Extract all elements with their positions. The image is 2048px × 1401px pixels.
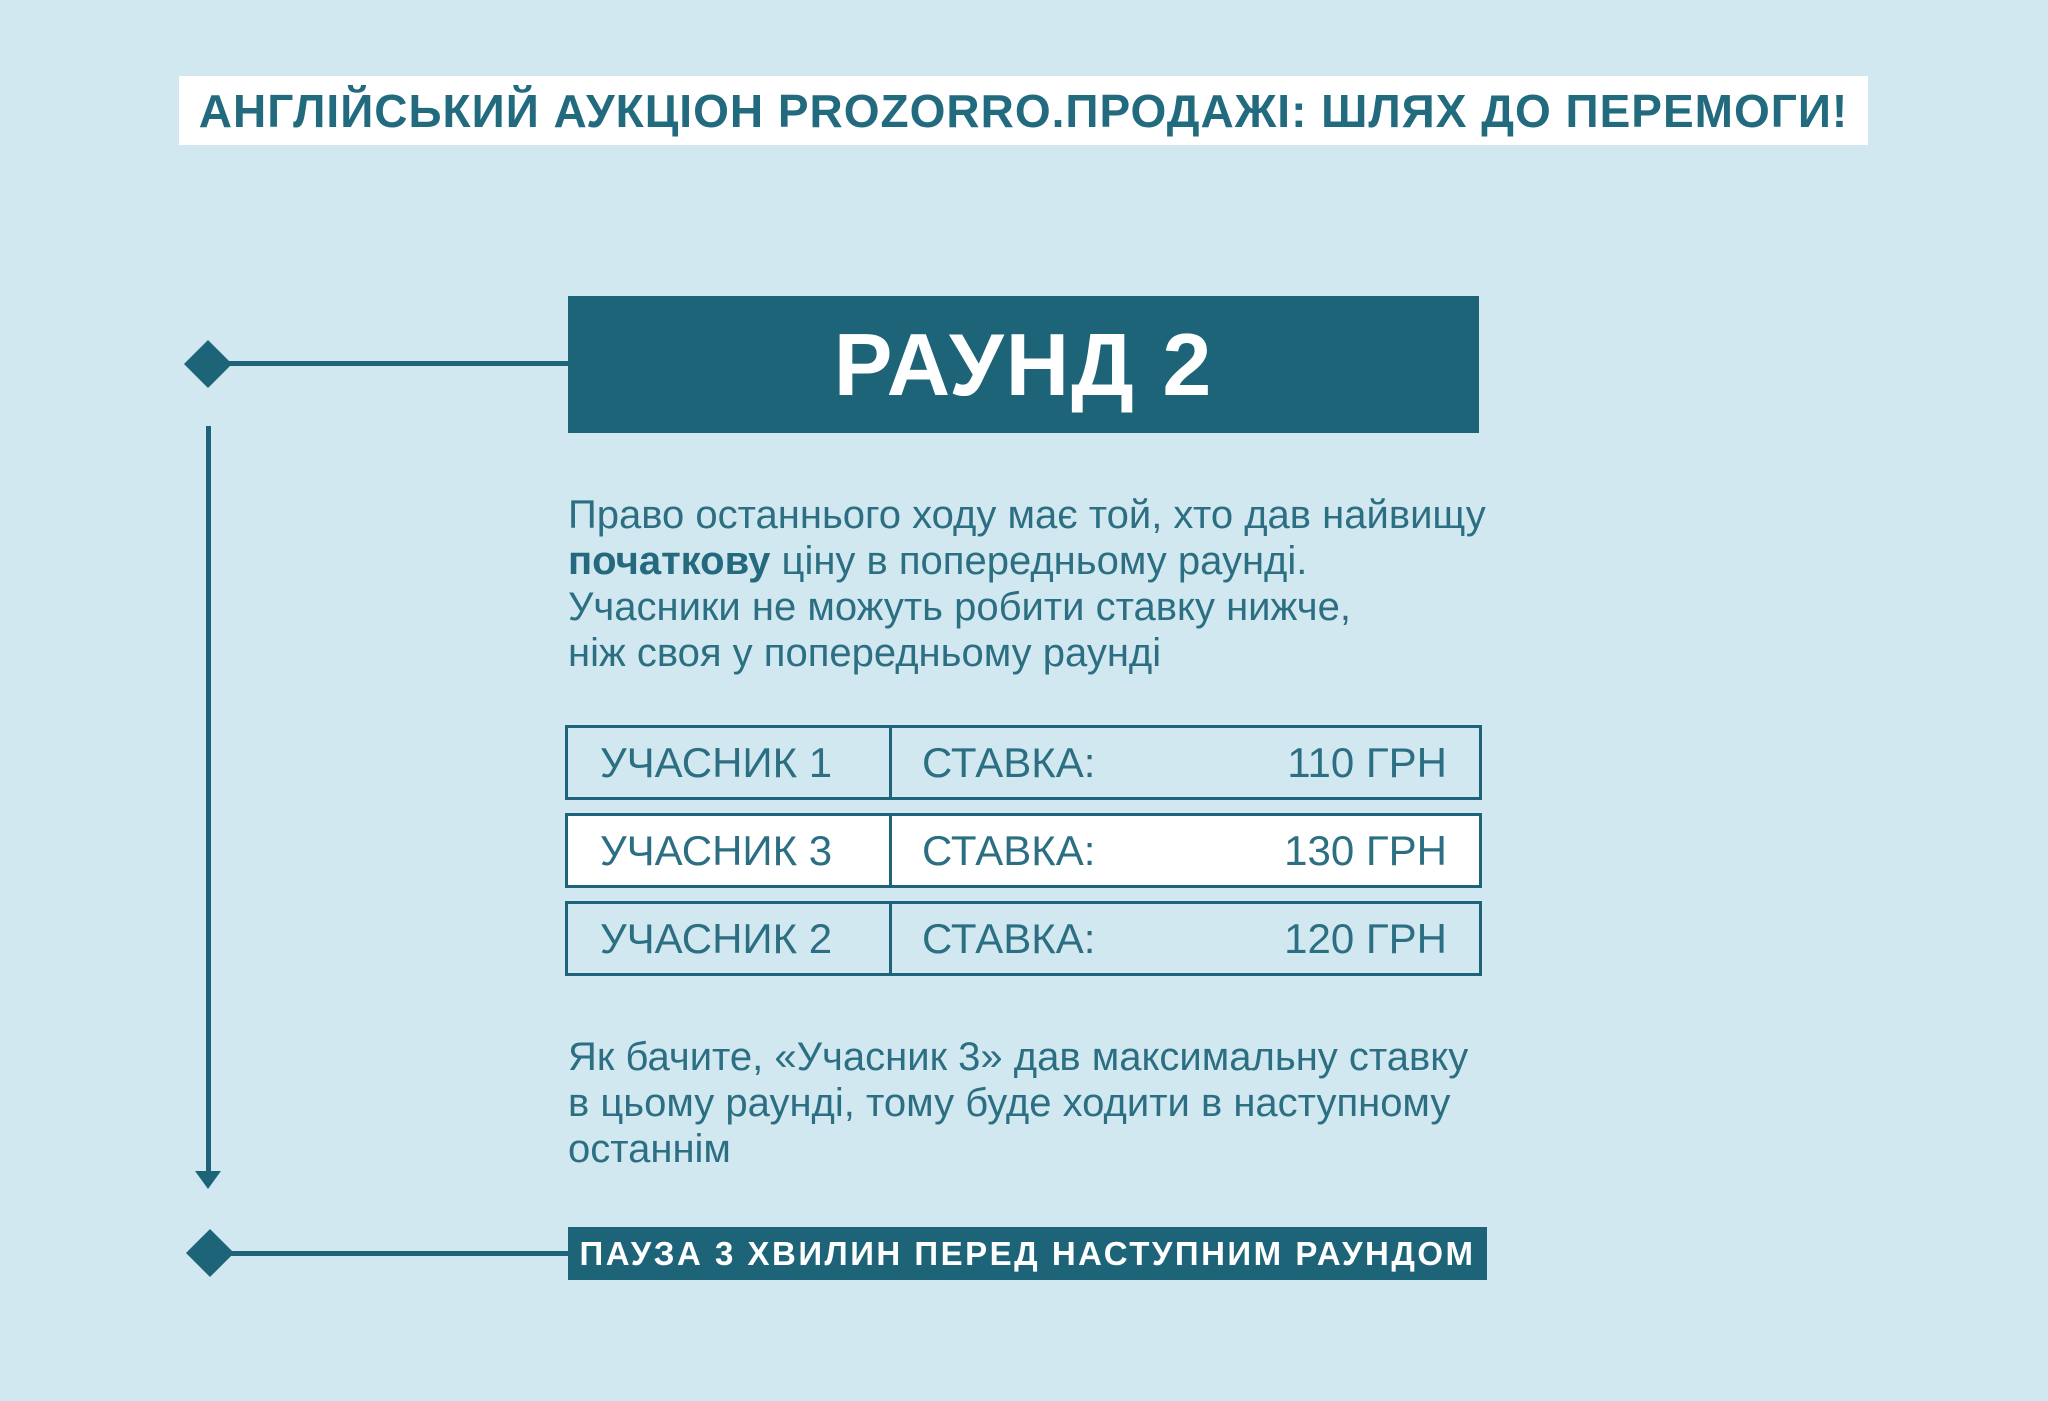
bid-value: 130 ГРН: [1284, 826, 1447, 874]
table-row-highlighted: [565, 813, 1482, 888]
bid-value: 110 ГРН: [1287, 738, 1447, 786]
bids-table: [565, 725, 1482, 989]
bid-cell: [892, 904, 1479, 973]
intro-paragraph: [568, 492, 1486, 676]
intro-line: Учасники не можуть робити ставку нижче,: [568, 585, 1352, 629]
connector-line: [210, 1251, 568, 1256]
conclusion-line: Як бачите, «Учасник 3» дав максимальну ставку: [568, 1035, 1469, 1079]
round-heading: РАУНД 2: [833, 314, 1214, 414]
intro-line: початкову ціну в попередньому раунді.: [568, 539, 1308, 583]
participant-cell: УЧАСНИК 1: [568, 728, 892, 797]
conclusion-line: в цьому раунді, тому буде ходити в наступному: [568, 1081, 1451, 1125]
table-row: [565, 725, 1482, 800]
conclusion-paragraph: [568, 1034, 1468, 1172]
participant-cell: УЧАСНИК 2: [568, 904, 892, 973]
connector-line: [208, 361, 568, 366]
bid-value: 120 ГРН: [1284, 914, 1447, 962]
intro-line: ніж своя у попередньому раунді: [568, 631, 1162, 675]
participant-cell: УЧАСНИК 3: [568, 816, 892, 885]
round-heading-box: [568, 296, 1479, 433]
intro-line: Право останнього ходу має той, хто дав найвищу: [568, 493, 1486, 537]
bid-label: СТАВКА:: [922, 826, 1096, 874]
conclusion-line: останнім: [568, 1127, 731, 1171]
pause-banner: [568, 1227, 1487, 1280]
bid-cell: [892, 728, 1479, 797]
timeline-vertical-line: [206, 426, 211, 1172]
page-title: АНГЛІЙСЬКИЙ АУКЦІОН PROZORRO.ПРОДАЖІ: ШЛЯХ ДО ПЕРЕМОГИ!: [198, 84, 1849, 137]
pause-label: ПАУЗА 3 ХВИЛИН ПЕРЕД НАСТУПНИМ РАУНДОМ: [579, 1234, 1476, 1272]
bold-emphasis: початкову: [568, 539, 771, 583]
title-banner: [179, 76, 1868, 145]
bid-label: СТАВКА:: [922, 914, 1096, 962]
bid-label: СТАВКА:: [922, 738, 1096, 786]
bid-cell: [892, 816, 1479, 885]
arrow-down-icon: [195, 1171, 221, 1189]
table-row: [565, 901, 1482, 976]
